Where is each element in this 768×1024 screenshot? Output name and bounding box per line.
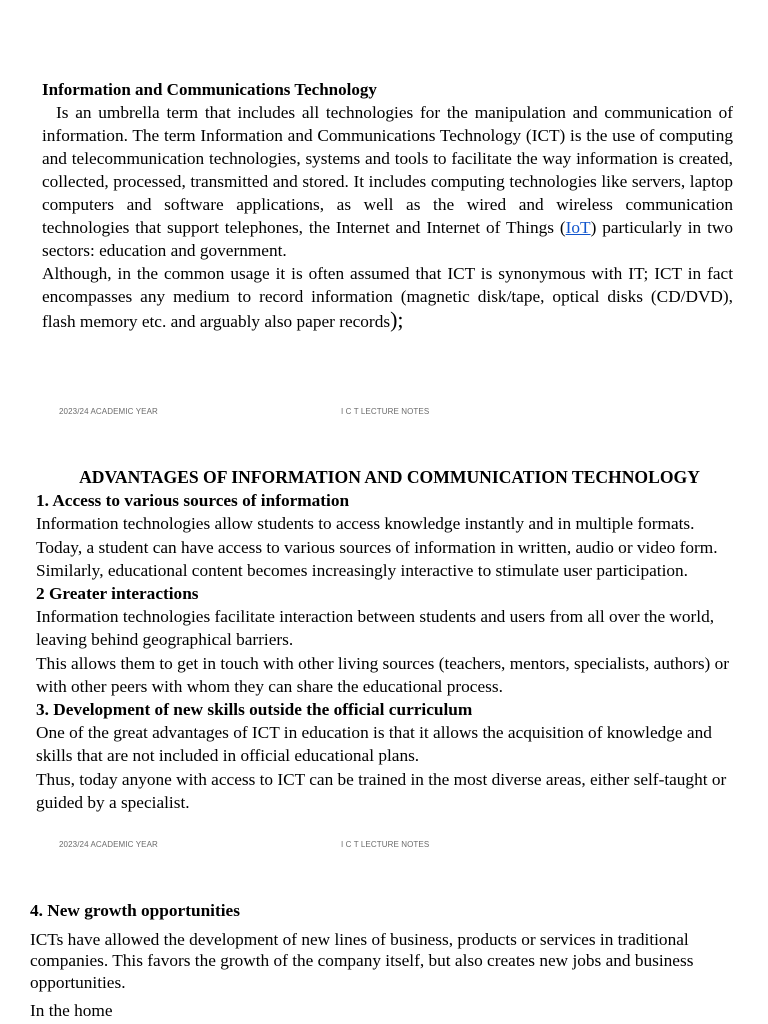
paragraph: Thus, today anyone with access to ICT can be trained in the most diverse areas, either self-taught or guided by a specialist. xyxy=(36,769,727,812)
footer-lecture-notes: I C T LECTURE NOTES xyxy=(341,407,430,416)
paragraph-text: ) particularly in two sectors: education and government. xyxy=(42,218,733,260)
paragraph: One of the great advantages of ICT in education is that it allows the acquisition of knowledge and skills that are not included in official educational plans. xyxy=(36,723,712,766)
section-growth xyxy=(30,900,730,1022)
section-advantages xyxy=(36,466,736,814)
paragraph-end: ); xyxy=(390,307,404,332)
paragraph: Today, a student can have access to various sources of information in written, audio or video form. Similarly, educational content becomes increasingly interactive to stimulate user participation. xyxy=(36,537,718,580)
paragraph: This allows them to get in touch with other living sources (teachers, mentors, specialists, authors) or with other peers with whom they can share the educational process. xyxy=(36,653,730,696)
section-ict-definition xyxy=(42,78,733,333)
paragraph-text: Although, in the common usage it is often assumed that ICT is synonymous with IT; ICT in fact encompasses any medium to record information (magnetic disk/tape, optical disks (CD/DVD), flash memory etc. and arguably also paper records xyxy=(42,264,733,331)
heading-new-skills: 3. Development of new skills outside the official curriculum xyxy=(36,700,473,720)
footer-academic-year: 2023/24 ACADEMIC YEAR xyxy=(59,840,158,849)
footer-lecture-notes: I C T LECTURE NOTES xyxy=(341,840,430,849)
advantages-title: ADVANTAGES OF INFORMATION AND COMMUNICATION TECHNOLOGY xyxy=(79,467,700,487)
usage-paragraph xyxy=(42,262,733,333)
paragraph-text: Is an umbrella term that includes all technologies for the manipulation and communication of information. The term Information and Communications Technology (ICT) is the use of computing and telecommunication technologies, systems and tools to facilitate the way information is created, collected, processed, transmitted and stored. It includes computing technologies like servers, laptop computers and software applications, as well as the wired and wireless communication technologies that support telephones, the Internet and Internet of Things ( xyxy=(42,103,733,237)
heading-growth-opportunities: 4. New growth opportunities xyxy=(30,901,240,920)
paragraph: ICTs have allowed the development of new lines of business, products or services in traditional companies. This favors the growth of the company itself, but also creates new jobs and business opportunities. xyxy=(30,929,694,992)
heading-greater-interactions: 2 Greater interactions xyxy=(36,584,199,604)
iot-link[interactable]: IoT xyxy=(565,218,591,237)
definition-paragraph xyxy=(42,101,733,262)
section-title: Information and Communications Technology xyxy=(42,80,377,99)
paragraph: Information technologies allow students to access knowledge instantly and in multiple formats. xyxy=(36,514,695,534)
heading-access-sources: 1. Access to various sources of information xyxy=(36,491,350,511)
paragraph: In the home xyxy=(30,1001,113,1020)
paragraph: Information technologies facilitate interaction between students and users from all over the world, leaving behind geographical barriers. xyxy=(36,607,715,650)
footer-academic-year: 2023/24 ACADEMIC YEAR xyxy=(59,407,158,416)
